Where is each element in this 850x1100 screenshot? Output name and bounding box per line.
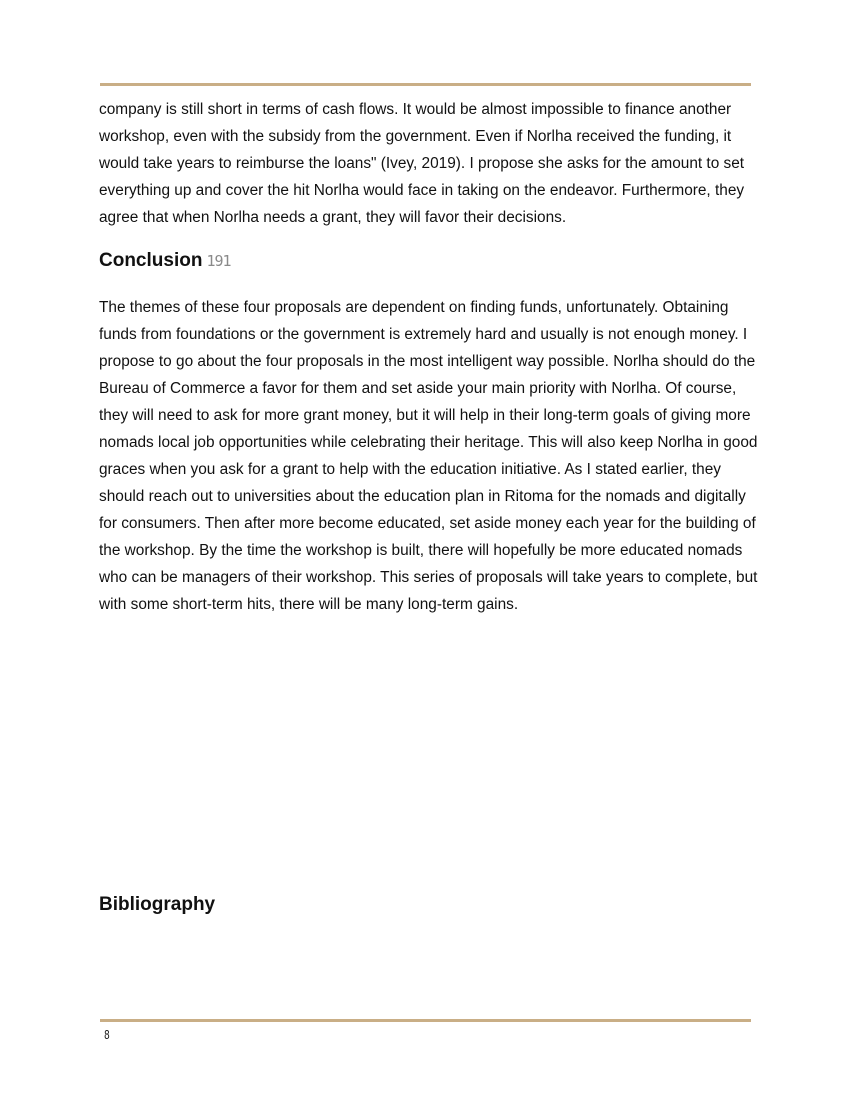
- page-number: 8: [104, 1028, 110, 1042]
- word-count-label: 191: [206, 252, 231, 270]
- body-paragraph-continuation: company is still short in terms of cash flows. It would be almost impossible to finance another workshop, even with the subsidy from the government. Even if Norlha received the funding, it would take years to reimburse the loans" (Ivey, 2019). I propose she asks for the amount to set everything up and cover the hit Norlha would face in taking on the endeavor. Furthermore, they agree that when Norlha needs a grant, they will favor their decisions.: [99, 101, 745, 226]
- header-rule: [100, 83, 751, 86]
- conclusion-paragraph: The themes of these four proposals are dependent on finding funds, unfortunately. Obtaining funds from foundations or the government is extremely hard and usually is not enough money. I propose to go about the four proposals in the most intelligent way possible. Norlha should do the Bureau of Commerce a favor for them and set aside your main priority with Norlha. Of course, they will need to ask for more grant money, but it will help in their long-term goals of giving more nomads local job opportunities while celebrating their heritage. This will also keep Norlha in good graces when you ask for a grant to help with the education initiative. As I stated earlier, they should reach out to universities about the education plan in Ritoma for the nomads and digitally for consumers. Then after more become educated, set aside money each year for the building of the workshop. By the time the workshop is built, there will hopefully be more educated nomads who can be managers of their workshop. This series of proposals will take years to complete, but with some short-term hits, there will be many long-term gains.: [99, 299, 758, 613]
- conclusion-heading-text: Conclusion: [99, 250, 203, 271]
- footer-rule: [100, 1019, 751, 1022]
- conclusion-heading: [99, 249, 231, 273]
- bibliography-heading: Bibliography: [99, 894, 216, 915]
